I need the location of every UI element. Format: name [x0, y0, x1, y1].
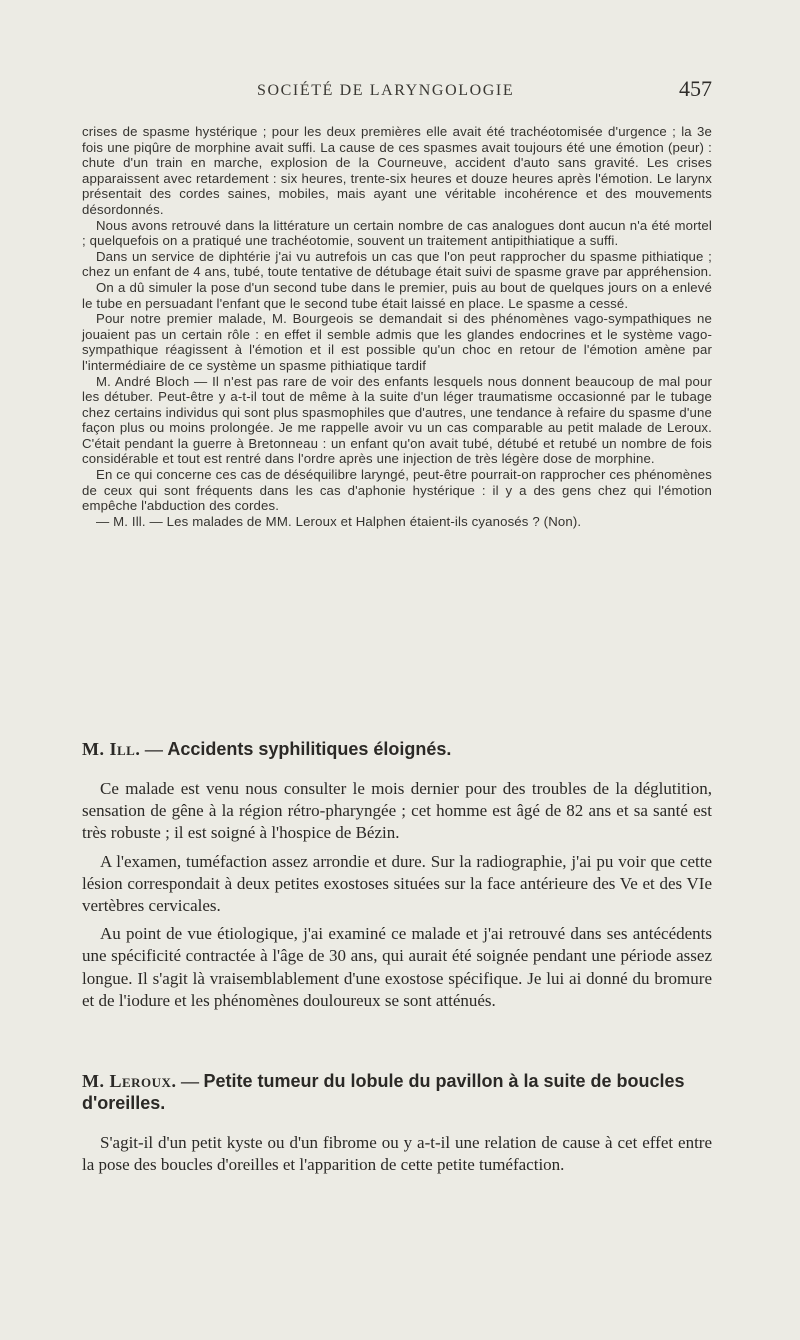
running-head-title: SOCIÉTÉ DE LARYNGOLOGIE [257, 82, 515, 99]
body-paragraph: Au point de vue étiologique, j'ai examiné ce malade et j'ai retrouvé dans ses antécédents une spécificité contractée à l'âge de 30 ans, qui aurait été soignée pendant une période assez longue. Il s'agit là vraisemblablement d'une exostose spécifique. Je lui ai donné du bromure et de l'iodure et les phénomènes douloureux se sont atténués. [82, 924, 712, 1010]
section-body [82, 778, 712, 1012]
running-head [82, 78, 712, 104]
discussion-paragraph: M. André Bloch — Il n'est pas rare de voir des enfants lesquels nous donnent beaucoup de mal pour les détuber. Peut-être y a-t-il tout de même à la suite d'un léger traumatisme occasionné par le tubage chez certains individus qui sont plus spasmophiles que d'autres, une tendance à refaire du spasme d'une façon plus ou moins prolongée. Je me rappelle avoir vu un cas comparable au petit malade de Leroux. C'était pendant la guerre à Bretonneau : un enfant qu'on avait tubé, détubé et retubé un nombre de fois considérable et tout est rentré dans l'ordre après une injection de très légère dose de morphine. [82, 373, 712, 467]
section-heading [82, 1070, 712, 1114]
heading-dash: — [176, 1071, 204, 1091]
section-title: Petite tumeur du lobule du pavillon à la suite de boucles d'oreilles. [82, 1071, 685, 1113]
discussion-paragraph: crises de spasme hystérique ; pour les deux premières elle avait été trachéotomisée d'urgence ; la 3e fois une piqûre de morphine avait suffi. La cause de ces spasmes avait toujours été une émotion (peur) : chute d'un train en marche, explosion de la Courneuve, accident d'auto sans gravité. Les crises apparaissent avec retardement : six heures, trente-six heures et douze heures après l'émotion. Le larynx présentait des cordes saines, mobiles, mais ayant une véritable incohérence et des mouvements désordonnés. [82, 124, 712, 217]
section-body [82, 1132, 712, 1176]
body-paragraph: S'agit-il d'un petit kyste ou d'un fibrome ou y a-t-il une relation de cause à cet effet entre la pose des boucles d'oreilles et l'apparition de cette petite tuméfaction. [82, 1133, 712, 1175]
discussion-paragraph: En ce qui concerne ces cas de déséquilibre laryngé, peut-être pourrait-on rapprocher ces phénomènes de ceux qui sont fréquents dans les cas d'aphonie hystérique : il y a des gens chez qui l'émotion empêche l'abduction des cordes. [82, 467, 712, 514]
discussion-paragraph: On a dû simuler la pose d'un second tube dans le premier, puis au bout de quelques jours on a enlevé le tube en persuadant l'enfant que le second tube était laissé en place. Le spasme a cessé. [82, 279, 712, 311]
discussion-paragraph: Pour notre premier malade, M. Bourgeois se demandait si des phénomènes vago-sympathiques ne jouaient pas un certain rôle : en effet il semble admis que les glandes endocrines et le système vago-sympathique réagissent à l'émotion et il est possible qu'un choc en retour de l'émotion amène par l'intermédiaire de ce système un spasme pithiatique tardif [82, 311, 712, 373]
discussion-text [82, 124, 712, 529]
section-author: M. Ill. [82, 739, 141, 759]
heading-dash: — [140, 739, 168, 759]
discussion-paragraph: — M. Ill. — Les malades de MM. Leroux et Halphen étaient-ils cyanosés ? (Non). [96, 513, 582, 529]
section-accidents-syphilitiques [82, 738, 712, 1018]
section-author: M. Leroux. [82, 1071, 177, 1091]
section-heading [82, 738, 712, 760]
body-paragraph: A l'examen, tuméfaction assez arrondie et dure. Sur la radiographie, j'ai pu voir que cette lésion correspondait à deux petites exostoses situées sur la face antérieure des Ve et des VIe vertèbres cervicales. [82, 851, 712, 916]
page-number: 457 [679, 76, 712, 101]
section-petite-tumeur [82, 1070, 712, 1182]
discussion-paragraph: Dans un service de diphtérie j'ai vu autrefois un cas que l'on peut rapprocher du spasme pithiatique ; chez un enfant de 4 ans, tubé, toute tentative de détubage était suivi de spasme grave par appréhension. [82, 248, 712, 280]
section-title: Accidents syphilitiques éloignés. [167, 739, 452, 759]
discussion-paragraph: Nous avons retrouvé dans la littérature un certain nombre de cas analogues dont aucun n'a été mortel ; quelquefois on a pratiqué une trachéotomie, souvent un traitement antipithiatique a suffi. [82, 217, 712, 249]
body-paragraph: Ce malade est venu nous consulter le mois dernier pour des troubles de la déglutition, sensation de gêne à la région rétro-pharyngée ; cet homme est âgé de 82 ans et sa santé est très robuste ; il est soigné à l'hospice de Bézin. [82, 779, 712, 843]
